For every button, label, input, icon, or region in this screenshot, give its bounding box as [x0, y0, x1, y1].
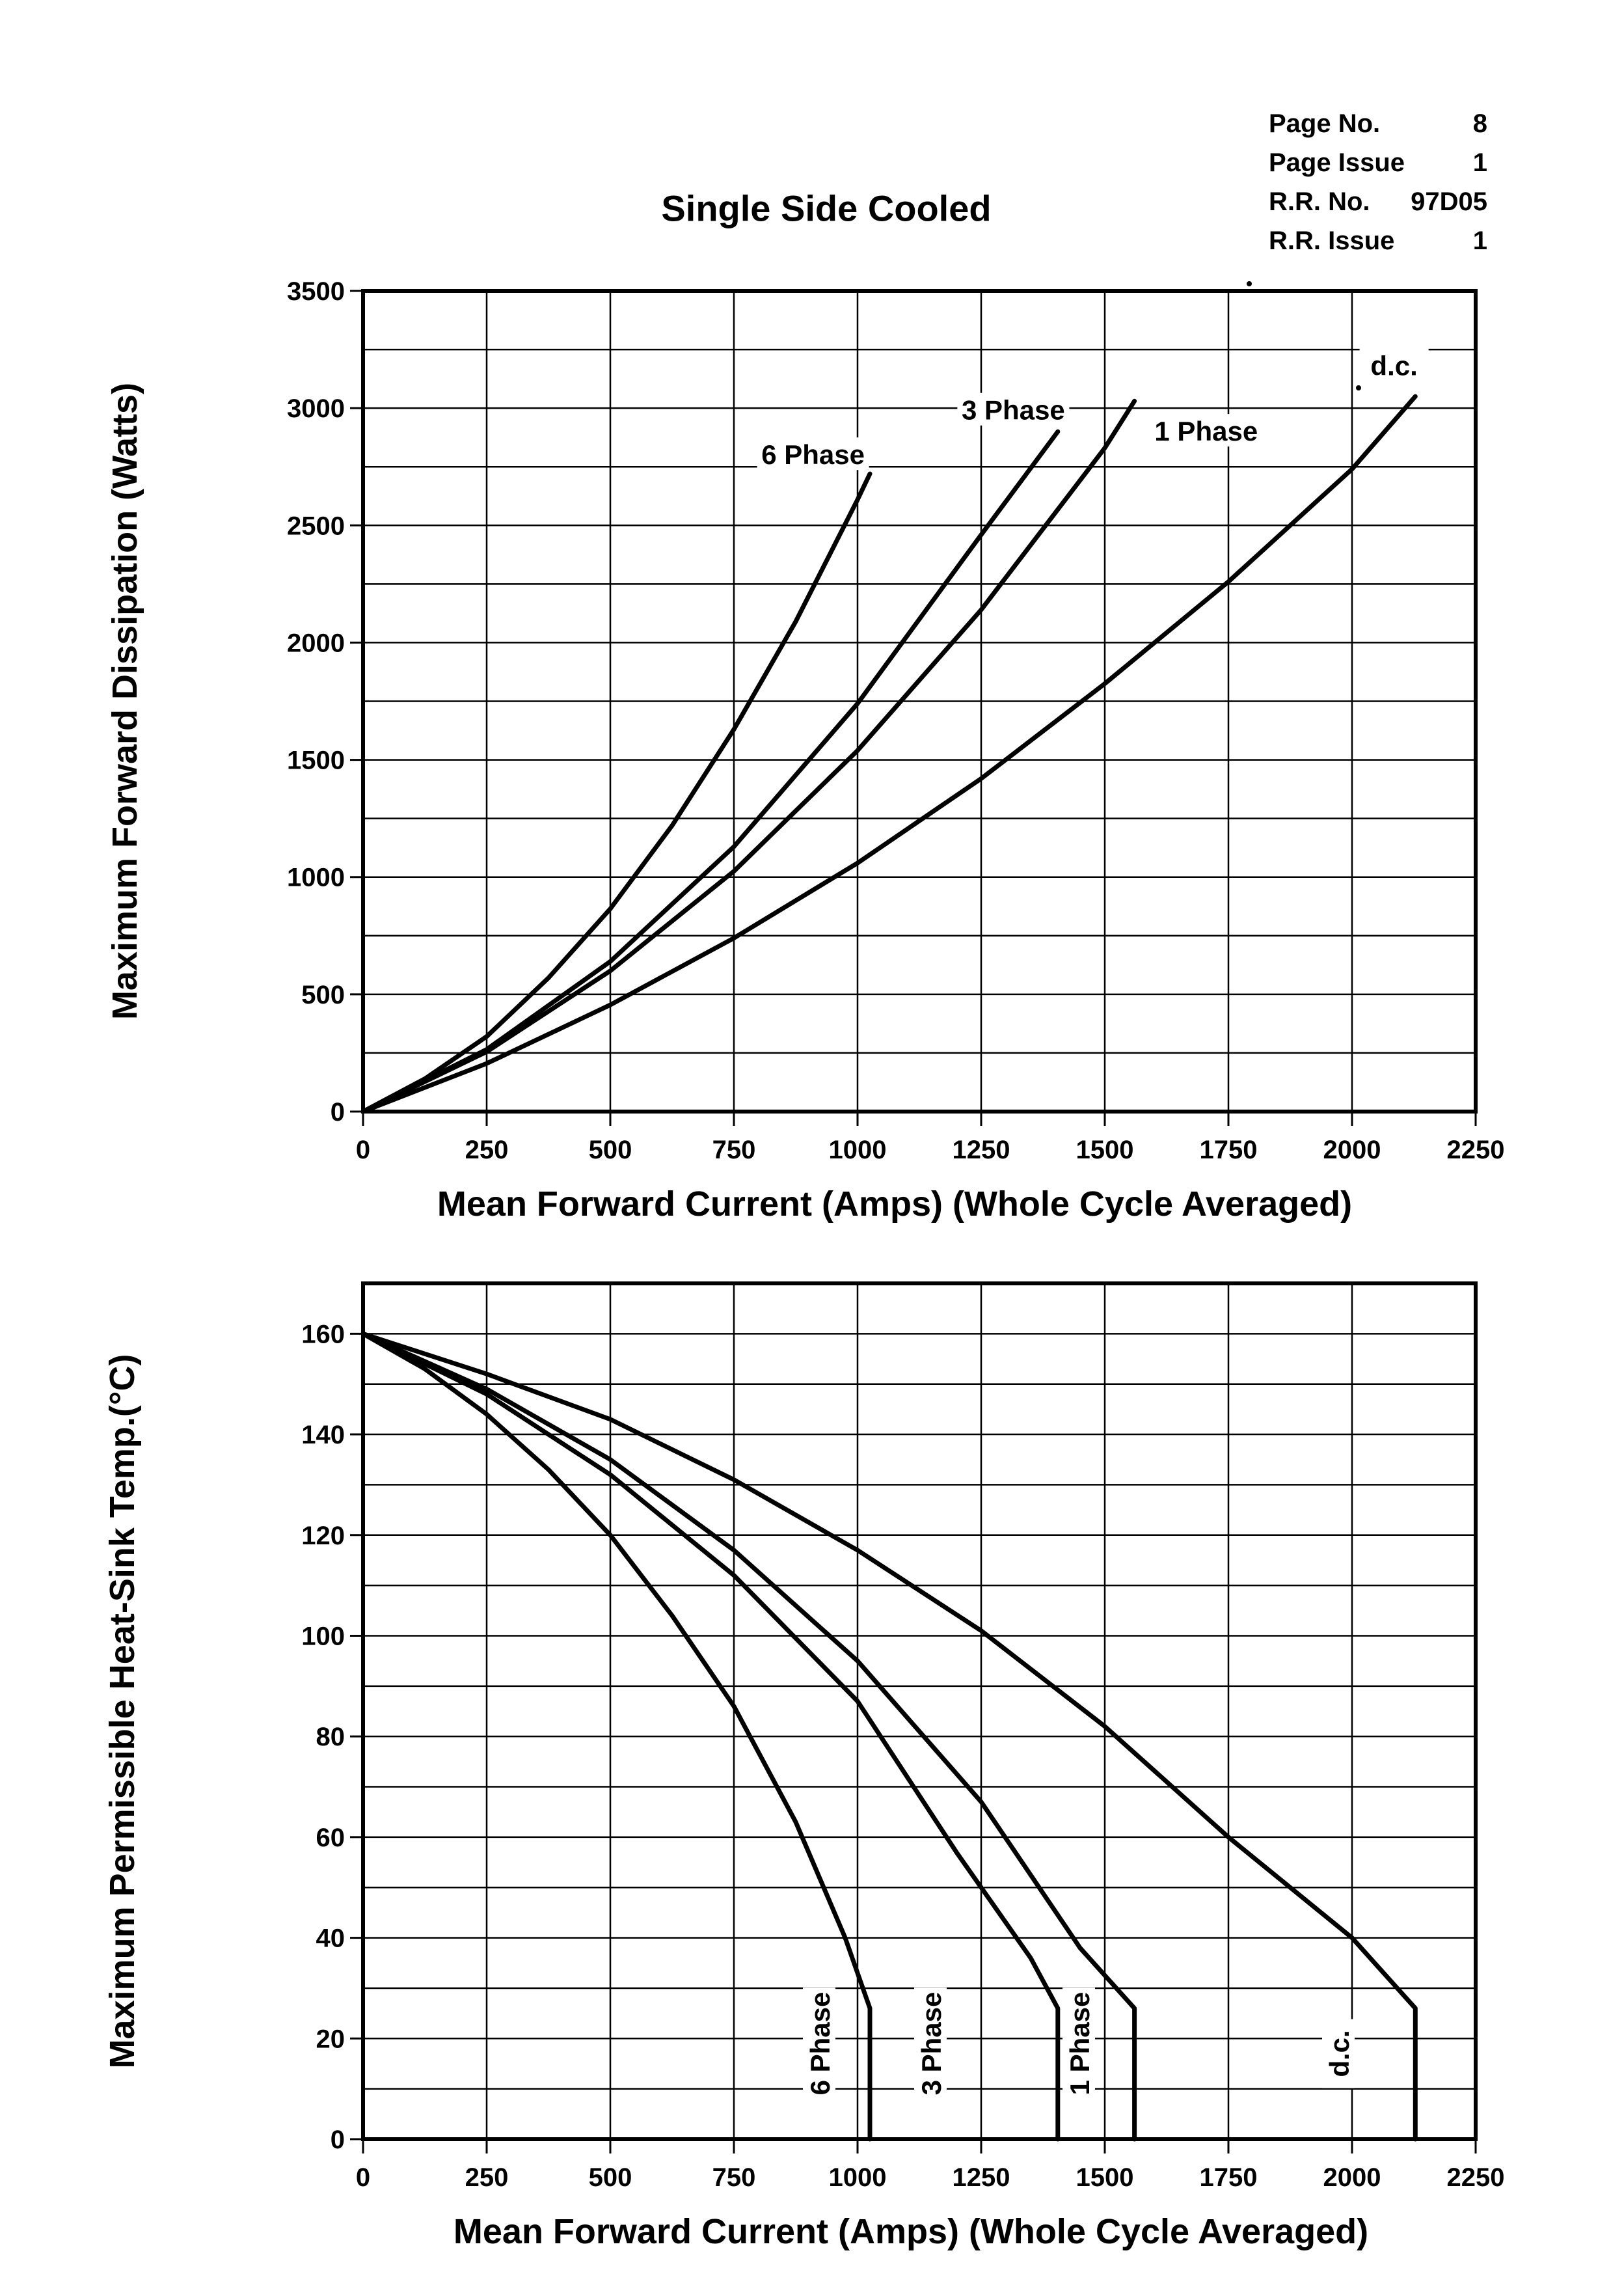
y-tick-label: 140 [301, 1421, 345, 1450]
x-tick-label: 250 [465, 1136, 509, 1164]
x-tick-label: 1750 [1199, 1136, 1258, 1164]
page-issue-label: Page Issue [1269, 148, 1405, 177]
x-tick-label: 1500 [1076, 1136, 1134, 1164]
x-tick-label: 0 [355, 2163, 371, 2192]
curve-label-1-phase: 1 Phase [1154, 416, 1258, 447]
x-axis-title: Mean Forward Current (Amps) (Whole Cycle Averaged) [437, 1184, 1353, 1224]
rr-issue-label: R.R. Issue [1269, 226, 1395, 255]
y-tick-label: 160 [301, 1320, 345, 1349]
curve-6-phase [363, 474, 870, 1112]
x-tick-label: 2250 [1446, 2163, 1505, 2192]
x-tick-label: 750 [712, 2163, 756, 2192]
x-tick-label: 500 [588, 2163, 632, 2192]
curve-label-6-phase: 6 Phase [805, 1991, 835, 2096]
curve-label-group-3-phase [957, 393, 1069, 426]
rr-issue-value: 1 [1472, 226, 1487, 255]
x-tick-label: 1000 [828, 1136, 887, 1164]
x-tick-label: 1000 [828, 2163, 887, 2192]
curve-label-6-phase: 6 Phase [761, 439, 865, 471]
y-tick-label: 2500 [287, 512, 345, 541]
curve-label-group-1-phase [1150, 414, 1262, 446]
x-tick-label: 750 [712, 1136, 756, 1164]
curve-label-d-c: d.c. [1324, 2030, 1355, 2077]
curve-label-group-d-c [1322, 2019, 1355, 2088]
x-tick-label: 1750 [1199, 2163, 1258, 2192]
y-tick-label: 0 [330, 2126, 345, 2154]
curve-label-group-3-phase [914, 1988, 947, 2099]
y-tick-label: 80 [316, 1723, 345, 1752]
y-tick-label: 3000 [287, 394, 345, 424]
rr-no-value: 97D05 [1411, 187, 1487, 216]
curve-label-d-c: d.c. [1370, 350, 1418, 381]
page-issue-value: 1 [1472, 148, 1487, 177]
page-no-value: 8 [1472, 109, 1487, 138]
y-axis-title: Maximum Forward Dissipation (Watts) [105, 382, 144, 1020]
y-tick-label: 20 [316, 2025, 345, 2054]
x-axis-title: Mean Forward Current (Amps) (Whole Cycle Averaged) [453, 2212, 1369, 2251]
x-tick-label: 1500 [1076, 2163, 1134, 2192]
x-tick-label: 2000 [1323, 2163, 1381, 2192]
curve-label-group-1-phase [1062, 1988, 1095, 2099]
curve-label-group-6-phase [803, 1988, 835, 2099]
x-tick-label: 2000 [1323, 1136, 1381, 1164]
y-tick-label: 3500 [287, 277, 345, 306]
y-tick-label: 1500 [287, 746, 345, 775]
y-tick-label: 0 [330, 1098, 345, 1127]
page-no-label: Page No. [1269, 109, 1381, 138]
y-tick-label: 60 [316, 1823, 345, 1852]
curve-label-group-6-phase [757, 437, 869, 470]
x-tick-label: 0 [355, 1136, 371, 1164]
x-tick-label: 1250 [952, 1136, 1010, 1164]
heatsink-temp-chart [103, 1283, 1504, 2251]
dissipation-chart [105, 277, 1504, 1224]
rr-no-label: R.R. No. [1269, 187, 1370, 216]
x-tick-label: 2250 [1446, 1136, 1505, 1164]
y-tick-label: 100 [301, 1622, 345, 1651]
y-tick-label: 1000 [287, 863, 345, 892]
y-tick-label: 40 [316, 1924, 345, 1953]
curve-3-phase [363, 431, 1058, 1112]
y-axis-title: Maximum Permissible Heat-Sink Temp.(°C) [103, 1354, 142, 2069]
page-title: Single Side Cooled [661, 187, 992, 229]
curve-label-3-phase: 3 Phase [962, 394, 1065, 426]
y-tick-label: 120 [301, 1521, 345, 1550]
curve-1-phase [363, 401, 1135, 1112]
x-tick-label: 250 [465, 2163, 509, 2192]
x-tick-label: 1250 [952, 2163, 1010, 2192]
curve-label-3-phase: 3 Phase [916, 1991, 947, 2096]
y-tick-label: 2000 [287, 629, 345, 658]
y-tick-label: 500 [301, 980, 345, 1009]
curve-label-1-phase: 1 Phase [1064, 1991, 1095, 2096]
scan-speck [1356, 385, 1361, 390]
scan-speck [1247, 281, 1252, 286]
curve-label-group-d-c [1360, 348, 1429, 381]
x-tick-label: 500 [588, 1136, 632, 1164]
